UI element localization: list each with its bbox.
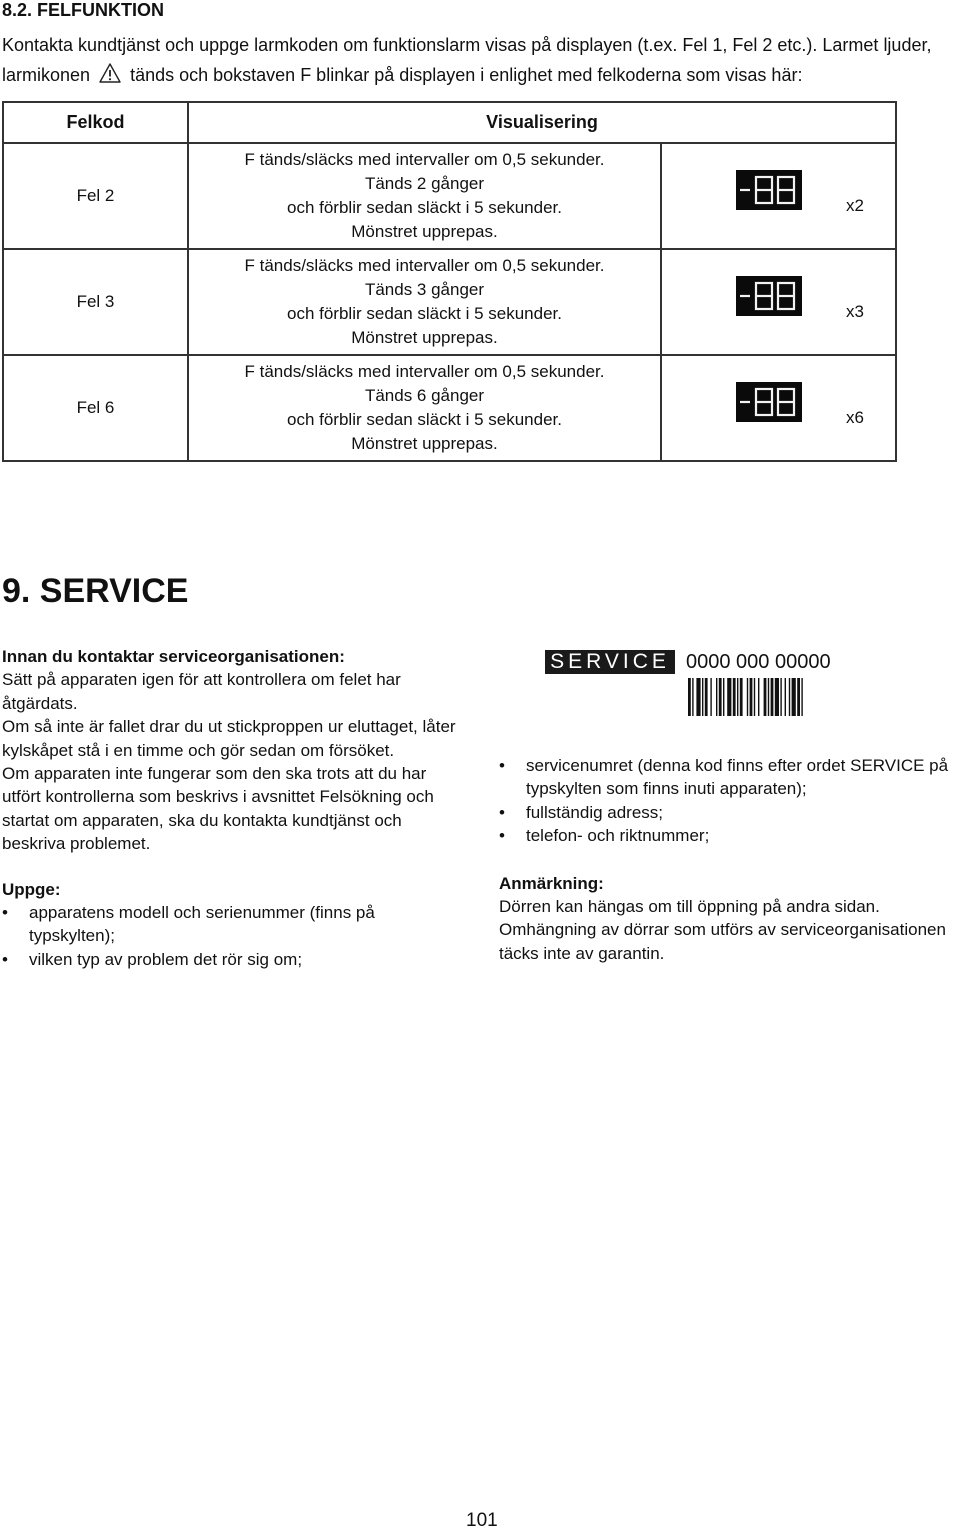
blink-multiplier: x6 — [846, 408, 864, 427]
display-cell — [661, 249, 896, 355]
barcode-bar — [727, 678, 731, 716]
note-text: Dörren kan hängas om till öppning på andra sidan. Omhängning av dörrar som utförs av serviceorganisationen täcks inte av garantin. — [499, 897, 946, 963]
desc-line: Mönstret upprepas. — [351, 434, 498, 453]
right-column — [499, 754, 959, 965]
before-contact-text: Om apparaten inte fungerar som den ska trots att du har utfört kontrollerna som beskrivs i avsnittet Felsökning och startat om apparaten, ska du kontakta kundtjänst och beskriva problemet. — [2, 764, 434, 854]
blink-multiplier: x2 — [846, 196, 864, 215]
barcode-bar — [764, 678, 767, 716]
desc-line: F tänds/släcks med intervaller om 0,5 sekunder. — [244, 256, 605, 275]
error-description — [188, 249, 661, 355]
lcd-display-icon — [736, 170, 802, 210]
barcode-bar — [688, 678, 691, 716]
desc-line: och förblir sedan släckt i 5 sekunder. — [287, 410, 562, 429]
barcode-bar — [747, 678, 748, 716]
lcd-display-icon — [736, 382, 802, 422]
desc-line: Tänds 3 gånger — [364, 280, 485, 299]
header-felkod: Felkod — [3, 102, 188, 143]
section-heading-felfunktion: 8.2. FELFUNKTION — [2, 0, 165, 20]
intro-text-part1: Kontakta kundtjänst och uppge larmkoden om funktionslarm visas på displayen (t.ex. Fel 1, Fel 2 etc.). Larmet ljuder, larmikonen — [2, 35, 932, 85]
barcode-bar — [716, 678, 717, 716]
barcode-bar — [750, 678, 753, 716]
before-contact-text: Sätt på apparaten igen för att kontrollera om felet har åtgärdats. — [2, 670, 401, 713]
display-cell — [661, 143, 896, 249]
uppge-title: Uppge: — [2, 879, 61, 899]
error-code-table — [2, 101, 897, 462]
barcode-bar — [775, 678, 779, 716]
error-code: Fel 6 — [3, 355, 188, 461]
section-heading-service: 9. SERVICE — [2, 572, 189, 610]
desc-line: Tänds 6 gånger — [364, 386, 485, 405]
barcode-bar — [733, 678, 736, 716]
before-contact-text: Om så inte är fallet drar du ut stickproppen ur eluttaget, låter kylskåpet stå i en timme och gör sedan om försöket. — [2, 717, 456, 760]
barcode-bar — [710, 678, 711, 716]
before-contact-title: Innan du kontaktar serviceorganisationen: — [2, 647, 345, 666]
service-info-list — [499, 754, 959, 848]
barcode-bar — [737, 678, 738, 716]
barcode-bar — [771, 678, 774, 716]
warning-triangle-icon — [99, 63, 121, 83]
intro-paragraph — [2, 30, 952, 90]
barcode-bar — [705, 678, 708, 716]
barcode-bar — [696, 678, 700, 716]
barcode-bar — [754, 678, 755, 716]
blink-multiplier: x3 — [846, 302, 864, 321]
error-description — [188, 143, 661, 249]
desc-line: och förblir sedan släckt i 5 sekunder. — [287, 198, 562, 217]
barcode-bar — [768, 678, 769, 716]
desc-line: F tänds/släcks med intervaller om 0,5 sekunder. — [244, 362, 605, 381]
barcode-bar — [719, 678, 722, 716]
list-item: • vilken typ av problem det rör sig om; — [2, 948, 462, 971]
error-description — [188, 355, 661, 461]
barcode-bar — [792, 678, 796, 716]
barcode-bar — [785, 678, 786, 716]
error-code: Fel 2 — [3, 143, 188, 249]
list-item: • apparatens modell och serienummer (finns på typskylten); — [2, 901, 462, 948]
desc-line: F tänds/släcks med intervaller om 0,5 sekunder. — [244, 150, 605, 169]
table-row — [3, 143, 896, 249]
barcode-bar — [702, 678, 703, 716]
list-item: • telefon- och riktnummer; — [499, 824, 959, 847]
barcode-bar — [797, 678, 800, 716]
uppge-list — [2, 901, 462, 971]
left-column — [2, 645, 462, 971]
barcode-bar — [723, 678, 724, 716]
list-item: • fullständig adress; — [499, 801, 959, 824]
desc-line: Tänds 2 gånger — [364, 174, 485, 193]
barcode-bar — [780, 678, 781, 716]
table-row — [3, 355, 896, 461]
display-cell — [661, 355, 896, 461]
barcode-icon — [688, 678, 846, 716]
table-row — [3, 249, 896, 355]
note-title: Anmärkning: — [499, 873, 604, 893]
desc-line: Mönstret upprepas. — [351, 328, 498, 347]
desc-line: och förblir sedan släckt i 5 sekunder. — [287, 304, 562, 323]
intro-text-part2: tänds och bokstaven F blinkar på displayen i enlighet med felkoderna som visas här: — [130, 65, 803, 85]
barcode-bar — [692, 678, 693, 716]
barcode-bar — [740, 678, 743, 716]
barcode-bar — [758, 678, 759, 716]
header-visualisering: Visualisering — [188, 102, 896, 143]
barcode-bar — [801, 678, 802, 716]
error-code: Fel 3 — [3, 249, 188, 355]
service-plate-label: SERVICE — [545, 650, 675, 674]
desc-line: Mönstret upprepas. — [351, 222, 498, 241]
service-plate-number: 0000 000 00000 — [686, 651, 831, 673]
page-number: 101 — [466, 1510, 498, 1531]
barcode-bar — [789, 678, 790, 716]
lcd-display-icon — [736, 276, 802, 316]
list-item: • servicenumret (denna kod finns efter ordet SERVICE på typskylten som finns inuti apparaten); — [499, 754, 959, 801]
